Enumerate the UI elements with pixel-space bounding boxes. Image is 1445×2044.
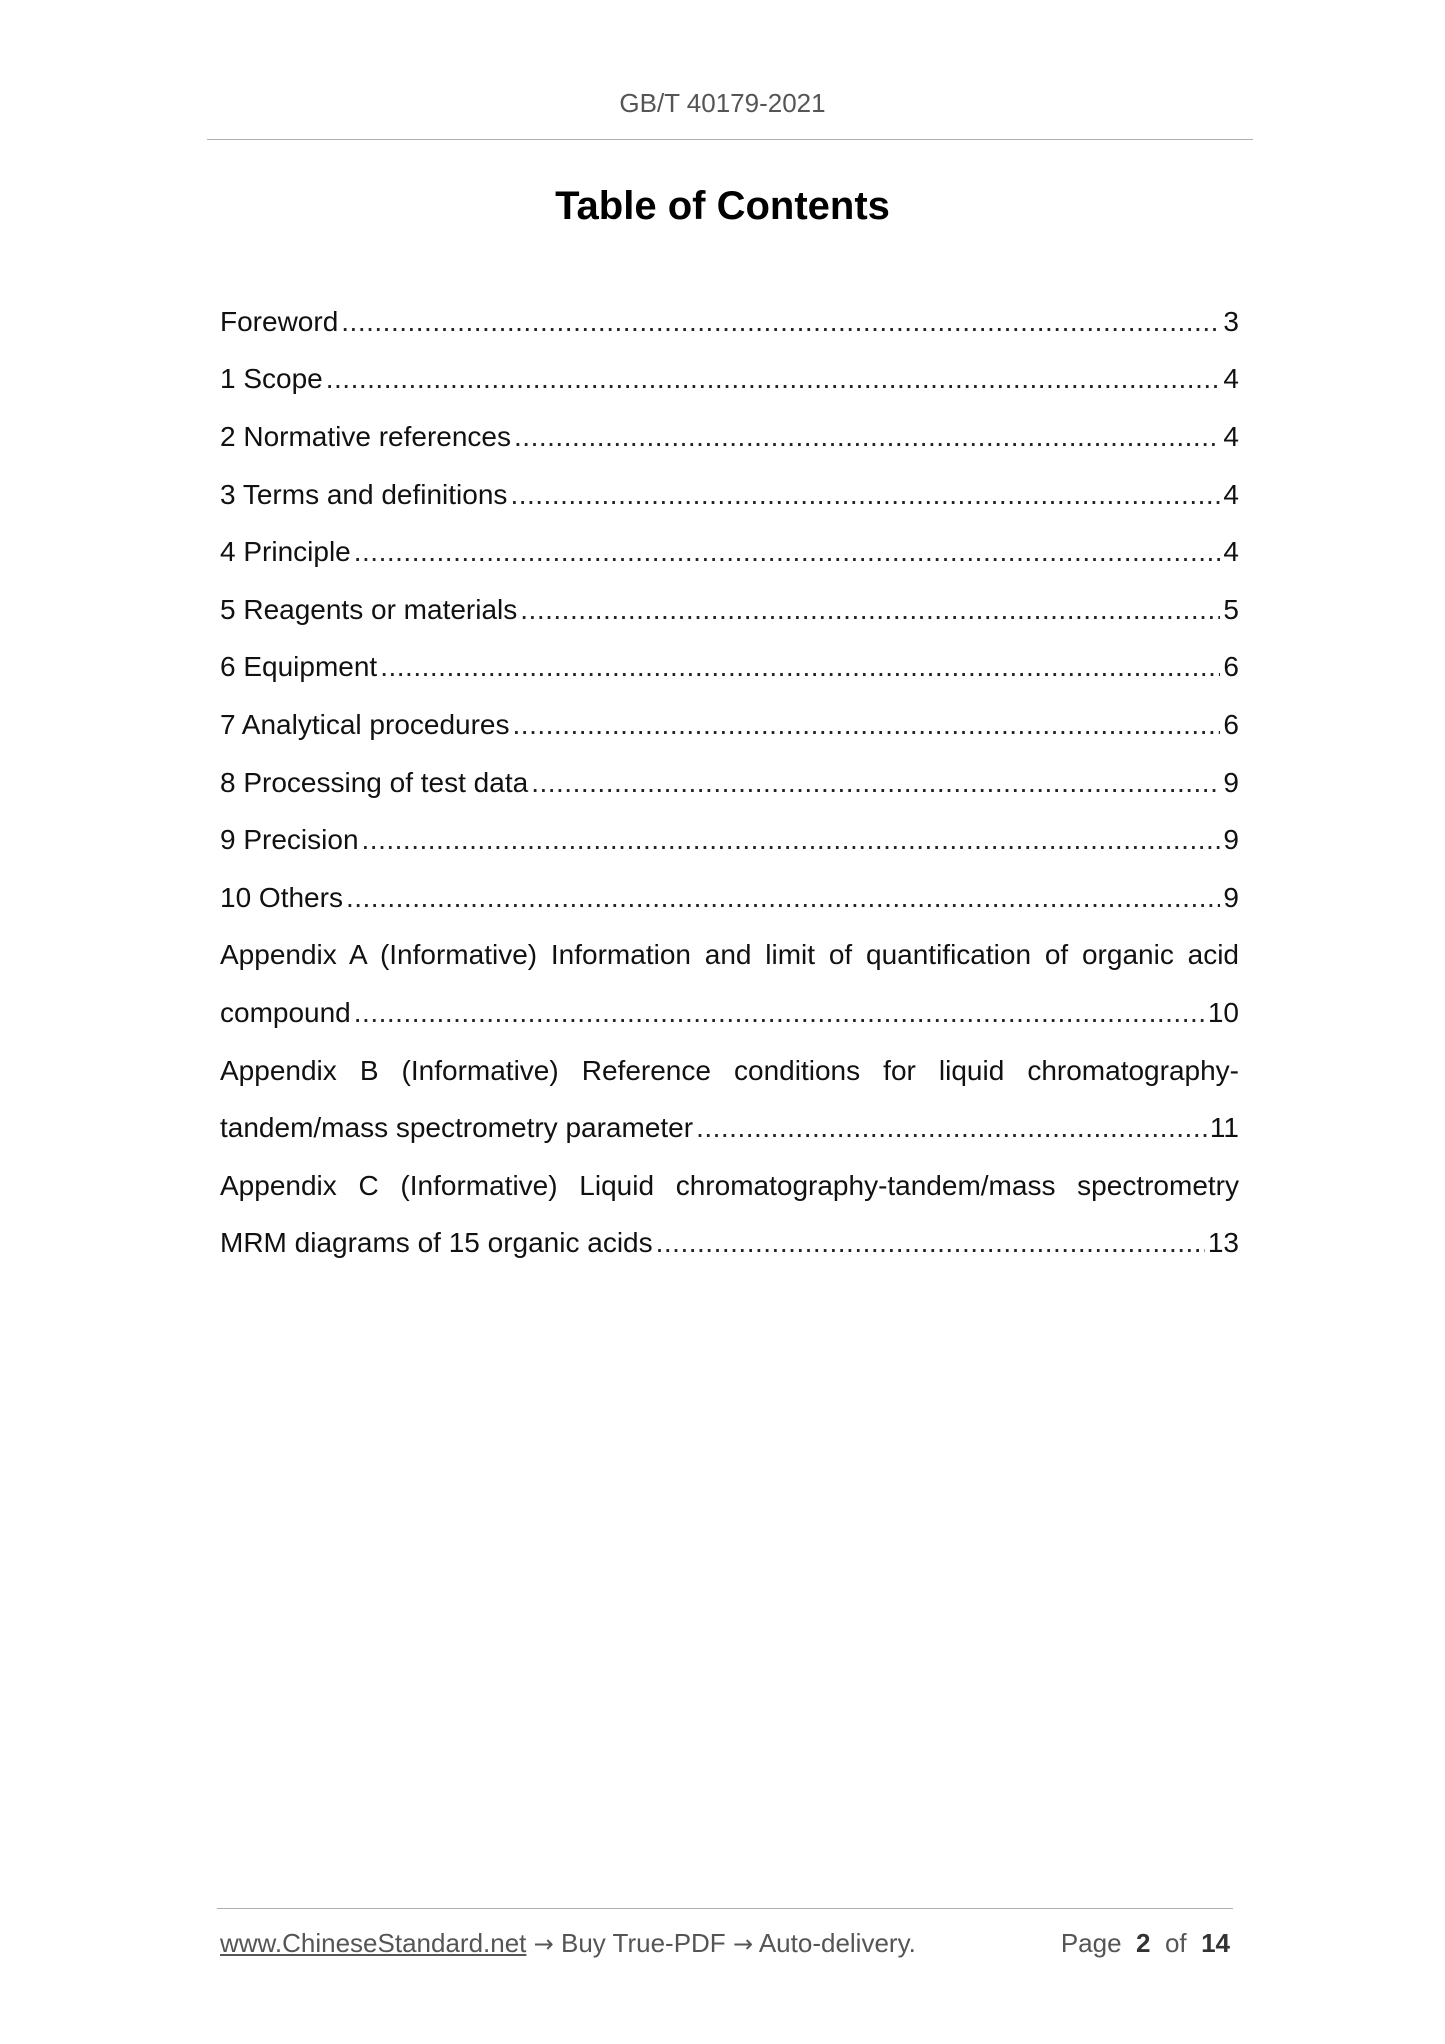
toc-entry-label: 3 Terms and definitions — [220, 478, 508, 510]
table-of-contents — [220, 293, 1239, 1272]
toc-entry-precision[interactable] — [220, 811, 1239, 869]
footer-divider — [217, 1908, 1233, 1909]
toc-entry-label: 2 Normative references — [220, 420, 512, 452]
toc-entry-appendix-a-line1[interactable] — [220, 927, 1239, 985]
toc-page-number: 6 — [1223, 651, 1239, 683]
document-code-header: GB/T 40179-2021 — [619, 88, 826, 118]
toc-page-number: 6 — [1223, 708, 1239, 740]
toc-entry-label: 10 Others — [220, 881, 343, 913]
footer-promo — [220, 1928, 916, 1959]
toc-entry-others[interactable] — [220, 869, 1239, 927]
toc-entry-label: 8 Processing of test data — [220, 766, 529, 798]
dot-leader — [514, 421, 1220, 453]
arrow-right-icon: → — [732, 1930, 754, 1958]
dot-leader — [520, 594, 1220, 626]
dot-leader — [531, 767, 1220, 799]
toc-page-number: 11 — [1209, 1112, 1239, 1144]
toc-page-number: 3 — [1223, 305, 1239, 337]
toc-entry-principle[interactable] — [220, 523, 1239, 581]
page-indicator — [1061, 1928, 1230, 1959]
total-pages-number: 14 — [1201, 1928, 1230, 1958]
toc-entry-label: 4 Principle — [220, 536, 351, 568]
toc-entry-appendix-a-line2[interactable] — [220, 984, 1239, 1042]
toc-page-number: 10 — [1207, 996, 1239, 1028]
toc-entry-label: 9 Precision — [220, 824, 359, 856]
toc-page-number: 4 — [1223, 478, 1239, 510]
toc-entry-label: 7 Analytical procedures — [220, 708, 510, 740]
header-divider — [207, 139, 1253, 140]
dot-leader — [362, 824, 1221, 856]
dot-leader — [326, 363, 1221, 395]
toc-page-number: 9 — [1223, 766, 1239, 798]
toc-page-number: 4 — [1223, 420, 1239, 452]
toc-page-number: 4 — [1223, 363, 1239, 395]
toc-entry-processing-test-data[interactable] — [220, 754, 1239, 812]
toc-entry-reagents[interactable] — [220, 581, 1239, 639]
toc-entry-label: 1 Scope — [220, 363, 323, 395]
dot-leader — [354, 997, 1205, 1029]
toc-page-number: 4 — [1223, 536, 1239, 568]
auto-delivery-text: Auto-delivery. — [758, 1928, 916, 1958]
toc-entry-label: 6 Equipment — [220, 651, 378, 683]
toc-entry-normative-references[interactable] — [220, 408, 1239, 466]
toc-entry-analytical-procedures[interactable] — [220, 696, 1239, 754]
arrow-right-icon: → — [533, 1930, 554, 1958]
toc-page-number: 9 — [1223, 824, 1239, 856]
toc-entry-appendix-b-line1[interactable] — [220, 1042, 1239, 1100]
toc-entry-equipment[interactable] — [220, 639, 1239, 697]
toc-entry-appendix-c-line2[interactable] — [220, 1215, 1239, 1273]
toc-entry-label: Appendix A (Informative) Information and limit of quantification of organic acid — [220, 939, 1239, 971]
dot-leader — [513, 709, 1221, 741]
buy-true-pdf-text: Buy True-PDF — [560, 1928, 726, 1958]
toc-entry-appendix-c-line1[interactable] — [220, 1157, 1239, 1215]
toc-page-number: 9 — [1223, 881, 1239, 913]
page-of-label: of — [1164, 1928, 1187, 1958]
toc-entry-scope[interactable] — [220, 351, 1239, 409]
toc-entry-label: tandem/mass spectrometry parameter — [220, 1112, 694, 1144]
toc-entry-label: compound — [220, 996, 351, 1028]
dot-leader — [346, 882, 1220, 914]
toc-entry-label: Foreword — [220, 305, 339, 337]
toc-entry-label: 5 Reagents or materials — [220, 593, 518, 625]
dot-leader — [696, 1112, 1207, 1144]
dot-leader — [656, 1227, 1205, 1259]
page-label: Page — [1060, 1928, 1122, 1958]
dot-leader — [341, 306, 1220, 338]
website-link[interactable]: www.ChineseStandard.net — [220, 1928, 527, 1958]
dot-leader — [380, 651, 1220, 683]
dot-leader — [510, 479, 1220, 511]
current-page-number: 2 — [1136, 1928, 1151, 1958]
toc-page-number: 5 — [1223, 593, 1239, 625]
page-title: Table of Contents — [555, 184, 890, 228]
toc-entry-foreword[interactable] — [220, 293, 1239, 351]
toc-page-number: 13 — [1207, 1227, 1239, 1259]
toc-entry-terms-definitions[interactable] — [220, 466, 1239, 524]
toc-entry-label: Appendix B (Informative) Reference conditions for liquid chromatography- — [220, 1054, 1239, 1086]
dot-leader — [354, 536, 1221, 568]
toc-entry-label: MRM diagrams of 15 organic acids — [220, 1227, 653, 1259]
toc-entry-appendix-b-line2[interactable] — [220, 1099, 1239, 1157]
toc-entry-label: Appendix C (Informative) Liquid chromatography-tandem/mass spectrometry — [220, 1169, 1239, 1201]
page-footer — [220, 1928, 1230, 1959]
